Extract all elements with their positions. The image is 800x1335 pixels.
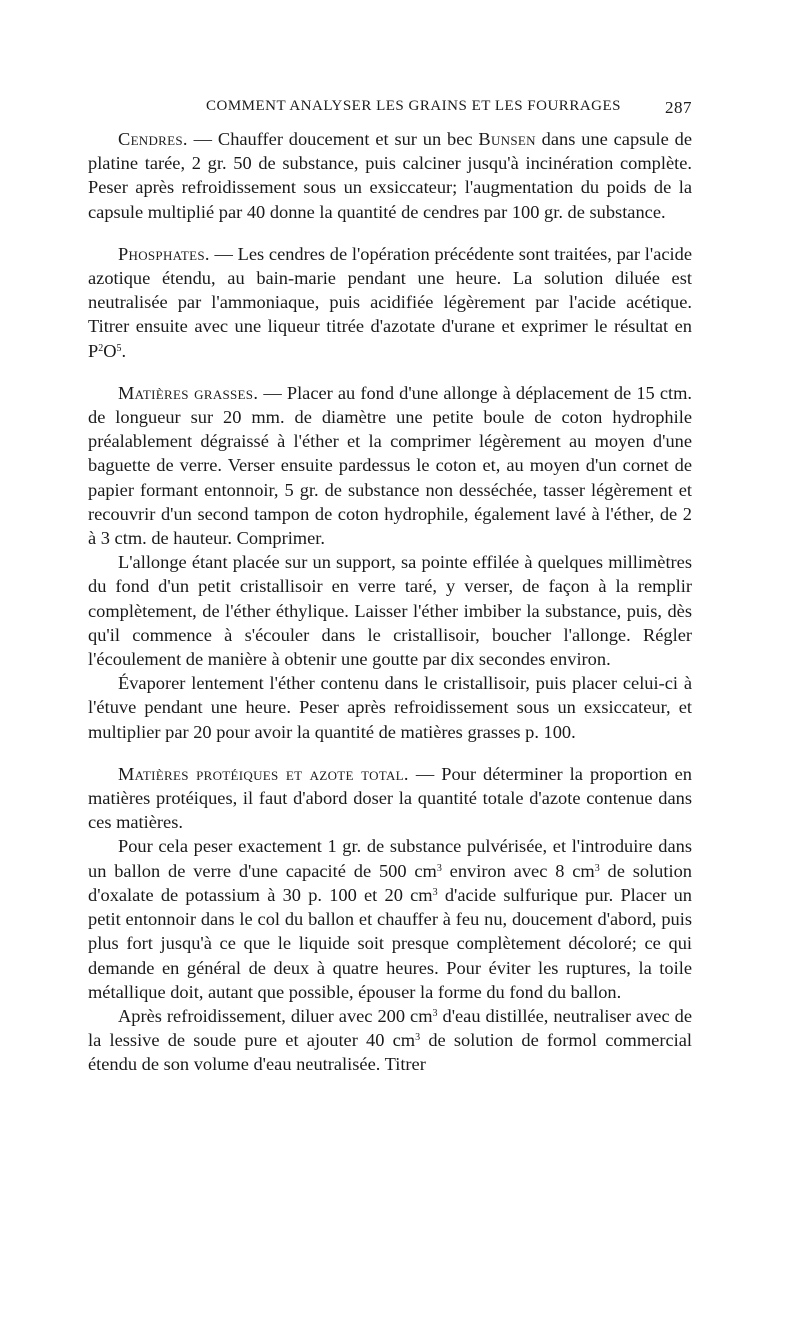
dash: — [408, 763, 442, 784]
superscript: 3 [415, 1032, 421, 1044]
page-body [88, 127, 692, 1077]
heading-matieres-proteiques: Matières protéiques et azote total. [118, 763, 409, 784]
superscript: 3 [436, 862, 442, 874]
paragraph-phosphates [88, 242, 692, 363]
text-span: de solution de formol commercial étendu de son volume d'eau neutralisée. Titrer [88, 1030, 692, 1075]
text-span: Pour cela peser exactement 1 gr. de substance pulvérisée, et l'introduire dans un ballon de verre d'une capacité de 500 cm [88, 836, 692, 881]
text-span: environ avec 8 cm [441, 860, 595, 881]
paragraph-matieres-proteiques-1 [88, 762, 692, 835]
text-span: Placer au fond d'une allonge à déplacement de 15 ctm. de longueur sur 20 mm. de diamètre une petite boule de coton hydrophile préalablement dégraissé à l'éther et la comprimer légèrement au moyen d'une baguette de verre. Verser ensuite pardessus le coton et, au moyen d'un cornet de papier formant entonnoir, 5 gr. de substance non desséchée, tasser légèrement et recouvrir d'un second tampon de coton hydrophile, également lavé à l'éther, de 2 à 3 ctm. de hauteur. Comprimer. [88, 382, 692, 549]
paragraph-matieres-proteiques-2 [88, 834, 692, 1003]
paragraph-matieres-grasses-2: L'allonge étant placée sur un support, sa pointe effilée à quelques millimètres du fond d'un petit cristallisoir en verre taré, y verser, de façon à la remplir complètement, de l'éther éthylique. Laisser l'éther imbiber la substance, puis, dès qu'il commence à s'écouler dans le cristallisoir, boucher l'allonge. Régler l'écoulement de manière à obtenir une goutte par dix secondes environ. [88, 552, 692, 670]
paragraph-cendres [88, 127, 692, 224]
text-span: Chauffer doucement et sur un bec [217, 129, 479, 149]
dash: — [258, 382, 287, 403]
paragraph-matieres-grasses-1 [88, 381, 692, 550]
text-span: Après refroidissement, diluer avec 200 cm [118, 1005, 433, 1026]
text-span: . [121, 340, 127, 361]
text-span: Les cendres de l'opération précédente sont traitées, par l'acide azotique étendu, au bain-marie pendant une heure. La solution diluée est neutralisée par l'ammoniaque, puis acidifiée légèrement par l'acide acétique. Titrer ensuite avec une liqueur titrée d'azotate d'urane et exprimer le résultat en P [88, 243, 692, 361]
superscript: 3 [432, 886, 438, 898]
heading-phosphates: Phosphates. [118, 243, 210, 264]
superscript: 5 [116, 342, 122, 354]
superscript: 3 [594, 862, 600, 874]
page-number: 287 [665, 98, 692, 117]
paragraph-matieres-proteiques-3 [88, 1004, 692, 1077]
text-span: d'eau distillée, neutraliser avec de la lessive de soude pure et ajouter 40 cm [88, 1005, 692, 1051]
heading-matieres-grasses: Matières grasses. [118, 382, 259, 403]
running-title: COMMENT ANALYSER LES GRAINS ET LES FOURRAGES [206, 98, 621, 114]
text-span: O [103, 340, 117, 361]
bunsen-name: Bunsen [478, 129, 536, 149]
heading-cendres: Cendres. [118, 129, 188, 149]
text-span: dans une capsule de platine tarée, 2 gr. 50 de substance, puis calciner jusqu'à incinération complète. Peser après refroidissement sous un exsiccateur; l'augmentation du poids de la capsule multiplié par 40 donne la quantité de cendres par 100 gr. de substance. [88, 129, 692, 222]
superscript: 2 [98, 342, 104, 354]
text-span: d'acide sulfurique pur. Placer un petit entonnoir dans le col du ballon et chauffer à feu nu, doucement d'abord, puis plus fort jusqu'à ce que le liquide soit presque complètement décoloré; ce qui demande en général de deux à quatre heures. Pour éviter les ruptures, la toile métallique doit, autant que possible, épouser la forme du fond du ballon. [88, 884, 692, 1002]
superscript: 3 [432, 1007, 438, 1019]
dash: — [209, 243, 238, 264]
dash: — [187, 129, 218, 149]
text-span: de solution d'oxalate de potassium à 30 p. 100 et 20 cm [88, 860, 692, 905]
text-span: Pour déterminer la proportion en matières protéiques, il faut d'abord doser la quantité totale d'azote contenue dans ces matières. [88, 763, 692, 833]
paragraph-matieres-grasses-3: Évaporer lentement l'éther contenu dans le cristallisoir, puis placer celui-ci à l'étuve pendant une heure. Peser après refroidissement sous un exsiccateur, et multiplier par 20 pour avoir la quantité de matières grasses p. 100. [88, 673, 692, 742]
